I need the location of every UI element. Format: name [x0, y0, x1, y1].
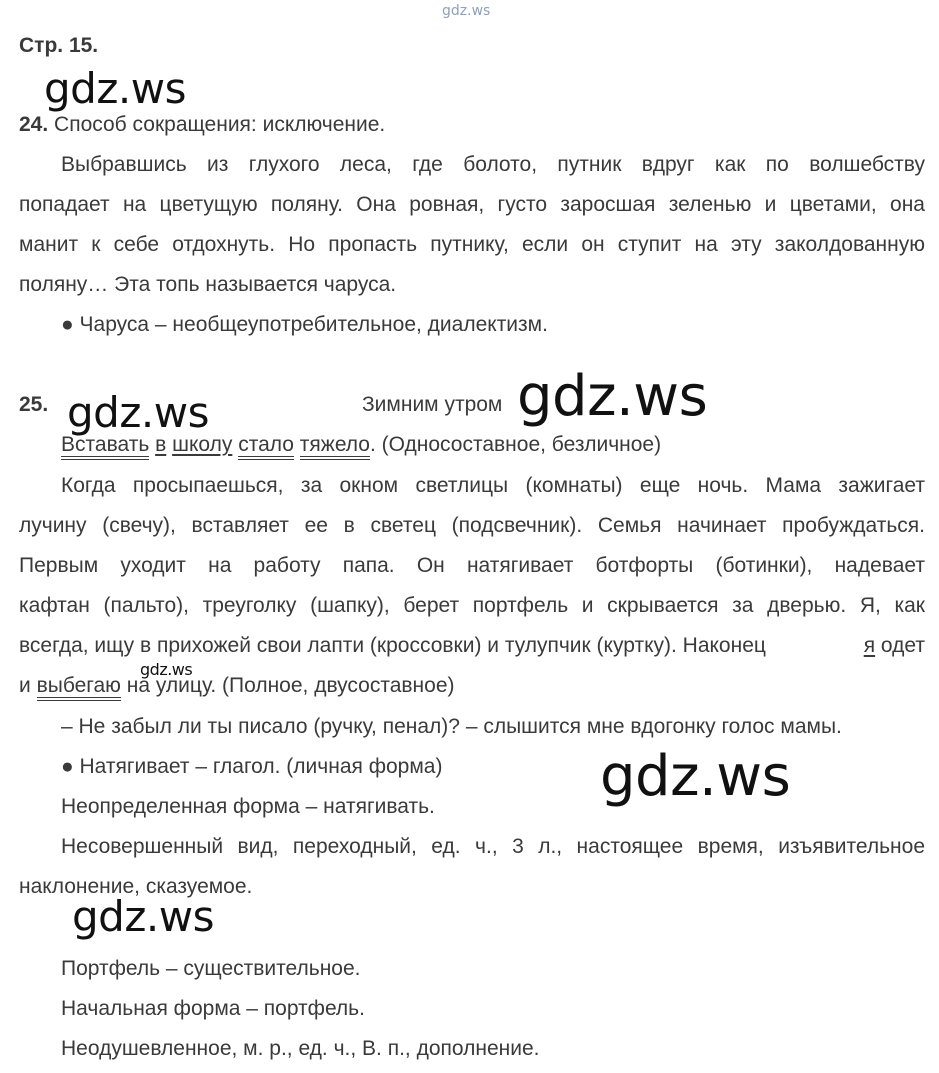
ex25-dialog: – Не забыл ли ты писало (ручку, пенал)? – слышится мне вдогонку голос мамы. — [61, 715, 842, 738]
ex25-analysis-7: Неодушевленное, м. р., ед. ч., В. п., дополнение. — [61, 1037, 540, 1060]
ex25-line-1: Когда просыпаешься, за окном светлицы (комнаты) еще ночь. Мама зажигает — [61, 474, 925, 497]
ex24-number: 24. — [19, 113, 49, 136]
ex25-analysis-5: Портфель – существительное. — [61, 957, 361, 980]
ex25-title: Зимним утром — [362, 393, 503, 416]
ex25-analysis-1: ● Натягивает – глагол. (личная форма) — [61, 755, 443, 778]
ex24-heading-text: Способ сокращения: исключение. — [54, 113, 386, 136]
ex24-line-2: попадает на цветущую поляну. Она ровная, густо заросшая зеленью и цветами, она — [19, 193, 925, 216]
sentence-note: . (Односоставное, безличное) — [369, 433, 662, 456]
line-text: всегда, ищу в прихожей свои лапти (кроссовки) и тулупчик (куртку). Наконец — [19, 634, 766, 657]
ex24-line-3: манит к себе отдохнуть. Но пропасть путнику, если он ступит на эту заколдованную — [19, 233, 925, 256]
ex24-bullet: ● Чаруса – необщеупотребительное, диалектизм. — [61, 313, 548, 336]
subject-word: Вставать — [61, 433, 149, 460]
ex24-line-1: Выбравшись из глухого леса, где болото, путник вдруг как по волшебству — [61, 153, 925, 176]
watermark: gdz.ws — [600, 744, 791, 809]
ex24-line-4: поляну… Эта топь называется чаруса. — [19, 273, 397, 296]
predicate-word: выбегаю — [37, 674, 121, 701]
word: в — [155, 433, 167, 456]
ex25-analysis-3: Несовершенный вид, переходный, ед. ч., 3 л., настоящее время, изъявительное — [61, 835, 925, 858]
line-text: на улицу. (Полное, двусоставное) — [126, 674, 455, 697]
ex25-number: 25. — [19, 393, 49, 416]
ex25-analysis-6: Начальная форма – портфель. — [61, 997, 365, 1020]
watermark: gdz.ws — [517, 364, 708, 429]
subject-word: я — [863, 634, 876, 657]
watermark: gdz.ws — [67, 388, 209, 437]
watermark-top: gdz.ws — [442, 3, 491, 19]
line-text: и — [19, 674, 31, 697]
ex25-line-4: кафтан (пальто), треуголку (шапку), берет портфель и скрывается за дверью. Я, как — [19, 594, 925, 617]
ex25-analysis-4: наклонение, сказуемое. — [19, 875, 253, 898]
word: школу — [172, 433, 233, 456]
watermark: gdz.ws — [44, 64, 186, 113]
predicate-word: тяжело — [300, 433, 370, 460]
watermark: gdz.ws — [72, 892, 214, 941]
page-label: Стр. 15. — [19, 34, 99, 57]
watermark: gdz.ws — [140, 660, 193, 679]
line-text: одет — [880, 634, 925, 657]
ex24-heading — [19, 111, 385, 139]
ex25-line-6 — [19, 672, 455, 700]
ex25-analysis-2: Неопределенная форма – натягивать. — [61, 795, 435, 818]
ex25-sentence-1 — [61, 431, 661, 459]
predicate-word: стало — [238, 433, 294, 460]
ex25-line-3: Первым уходит на работу папа. Он натягивает ботфорты (ботинки), надевает — [19, 554, 925, 577]
ex25-line-2: лучину (свечу), вставляет ее в светец (подсвечник). Семья начинает пробуждаться. — [19, 514, 925, 537]
ex25-line-5 — [19, 632, 925, 660]
